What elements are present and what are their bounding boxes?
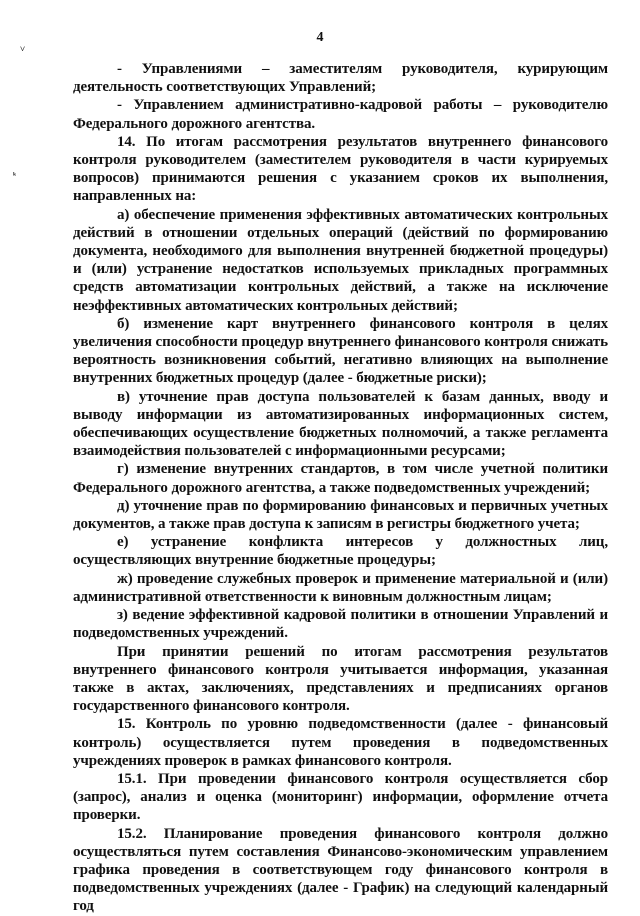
paragraph: 15.2. Планирование проведения финансового контроля должно осуществляться путем составления Финансово-экономическим управлением графика проведения в соответствующем году финансового контроля в подведомственных учреждениях (далее - График) на следующий календарный год <box>73 825 608 915</box>
paragraph: 14. По итогам рассмотрения результатов внутреннего финансового контроля руководителем (заместителем руководителя в части курируемых вопросов) принимаются решения с указанием сроков их выполнения, направленных на: <box>73 133 608 205</box>
document-body <box>73 60 608 916</box>
paragraph: - Управлением административно-кадровой работы – руководителю Федерального дорожного агентства. <box>73 97 608 132</box>
paragraph: ж) проведение служебных проверок и применение материальной и (или) административной ответственности к виновным должностным лицам; <box>73 570 608 605</box>
paragraph: д) уточнение прав по формированию финансовых и первичных учетных документов, а также прав доступа к записям в регистры бюджетного учета; <box>73 497 608 533</box>
paragraph: а) обеспечение применения эффективных автоматических контрольных действий в отношении отдельных операций (действий по формированию документа, необходимого для выполнения внутренней бюджетной процедуры) и (или) устранение недостатков используемых прикладных программных средств автоматизации контрольных действий, а также на исключение неэффективных автоматических контрольных действий; <box>73 206 608 314</box>
margin-mark: ˅ <box>20 44 26 54</box>
paragraph: б) изменение карт внутреннего финансового контроля в целях увеличения способности процедур внутреннего финансового контроля снижать вероятность возникновения событий, негативно влияющих на выполнение внутренних бюджетных процедур (далее - бюджетные риски); <box>73 315 608 387</box>
paragraph: з) ведение эффективной кадровой политики в отношении Управлений и подведомственных учреждений. <box>73 607 608 642</box>
paragraph: е) устранение конфликта интересов у должностных лиц, осуществляющих внутренние бюджетные процедуры; <box>73 534 608 569</box>
page-number: 4 <box>316 30 324 45</box>
paragraph: г) изменение внутренних стандартов, в том числе учетной политики Федерального дорожного агентства, а также подведомственных учреждений; <box>73 461 608 496</box>
paragraph: При принятии решений по итогам рассмотрения результатов внутреннего финансового контроля учитывается информация, указанная также в актах, заключениях, представлениях и предписаниях органов государственного финансового контроля. <box>73 643 608 715</box>
paragraph: 15.1. При проведении финансового контроля осуществляется сбор (запрос), анализ и оценка (мониторинг) информации, оформление отчета проверки. <box>73 770 608 824</box>
paragraph: в) уточнение прав доступа пользователей к базам данных, вводу и выводу информации из автоматизированных информационных систем, обеспечивающих осуществление бюджетных полномочий, а также регламента взаимодействия пользователей с информационными ресурсами; <box>73 388 608 460</box>
margin-mark: ᵏ <box>13 170 17 180</box>
paragraph: - Управлениями – заместителям руководителя, курирующим деятельность соответствующих Управлений; <box>73 61 608 96</box>
paragraph: 15. Контроль по уровню подведомственности (далее - финансовый контроль) осуществляется путем проведения в подведомственных учреждениях проверок в рамках финансового контроля. <box>73 716 608 769</box>
